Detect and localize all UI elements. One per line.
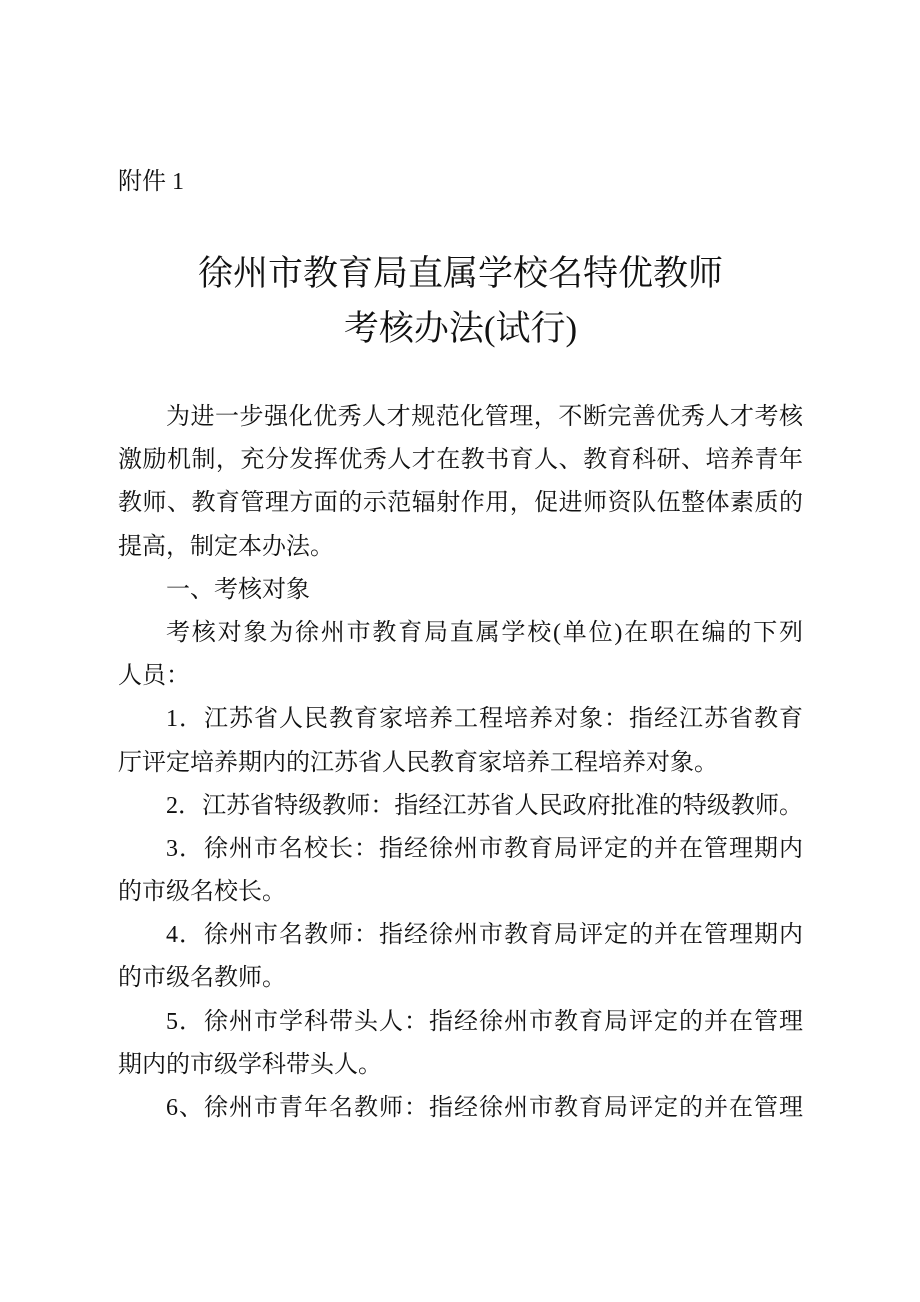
text-line: 的市级名教师。 xyxy=(118,965,286,992)
text-line: 1．江苏省人民教育家培养工程培养对象：指经江苏省教育 xyxy=(166,706,803,733)
text-line: 为进一步强化优秀人才规范化管理，不断完善优秀人才考核 xyxy=(166,404,803,430)
text-line: 6、徐州市青年名教师：指经徐州市教育局评定的并在管理 xyxy=(166,1095,803,1121)
text-line: 5．徐州市学科带头人：指经徐州市教育局评定的并在管理 xyxy=(166,1008,803,1035)
text-line: 人员： xyxy=(118,663,190,690)
document-title xyxy=(118,246,803,356)
text-line: 教师、教育管理方面的示范辐射作用，促进师资队伍整体素质的 xyxy=(118,490,803,517)
text-line: 的市级名校长。 xyxy=(118,879,286,906)
document-title-line-2: 考核办法(试行) xyxy=(343,309,578,348)
text-line: 激励机制，充分发挥优秀人才在教书育人、教育科研、培养青年 xyxy=(118,447,803,474)
text-line: 一、考核对象 xyxy=(166,576,310,603)
attachment-label: 附件 1 xyxy=(118,169,184,195)
text-line: 期内的市级学科带头人。 xyxy=(118,1051,382,1078)
text-line: 厅评定培养期内的江苏省人民教育家培养工程培养对象。 xyxy=(118,749,718,776)
document-body xyxy=(118,396,803,1130)
text-line: 提高，制定本办法。 xyxy=(118,533,334,560)
document-title-line-1: 徐州市教育局直属学校名特优教师 xyxy=(197,254,723,293)
text-line: 2．江苏省特级教师：指经江苏省人民政府批准的特级教师。 xyxy=(166,792,803,819)
text-line: 4．徐州市名教师：指经徐州市教育局评定的并在管理期内 xyxy=(166,922,803,949)
text-line: 考核对象为徐州市教育局直属学校(单位)在职在编的下列 xyxy=(166,619,803,646)
text-line: 3．徐州市名校长：指经徐州市教育局评定的并在管理期内 xyxy=(166,835,803,862)
